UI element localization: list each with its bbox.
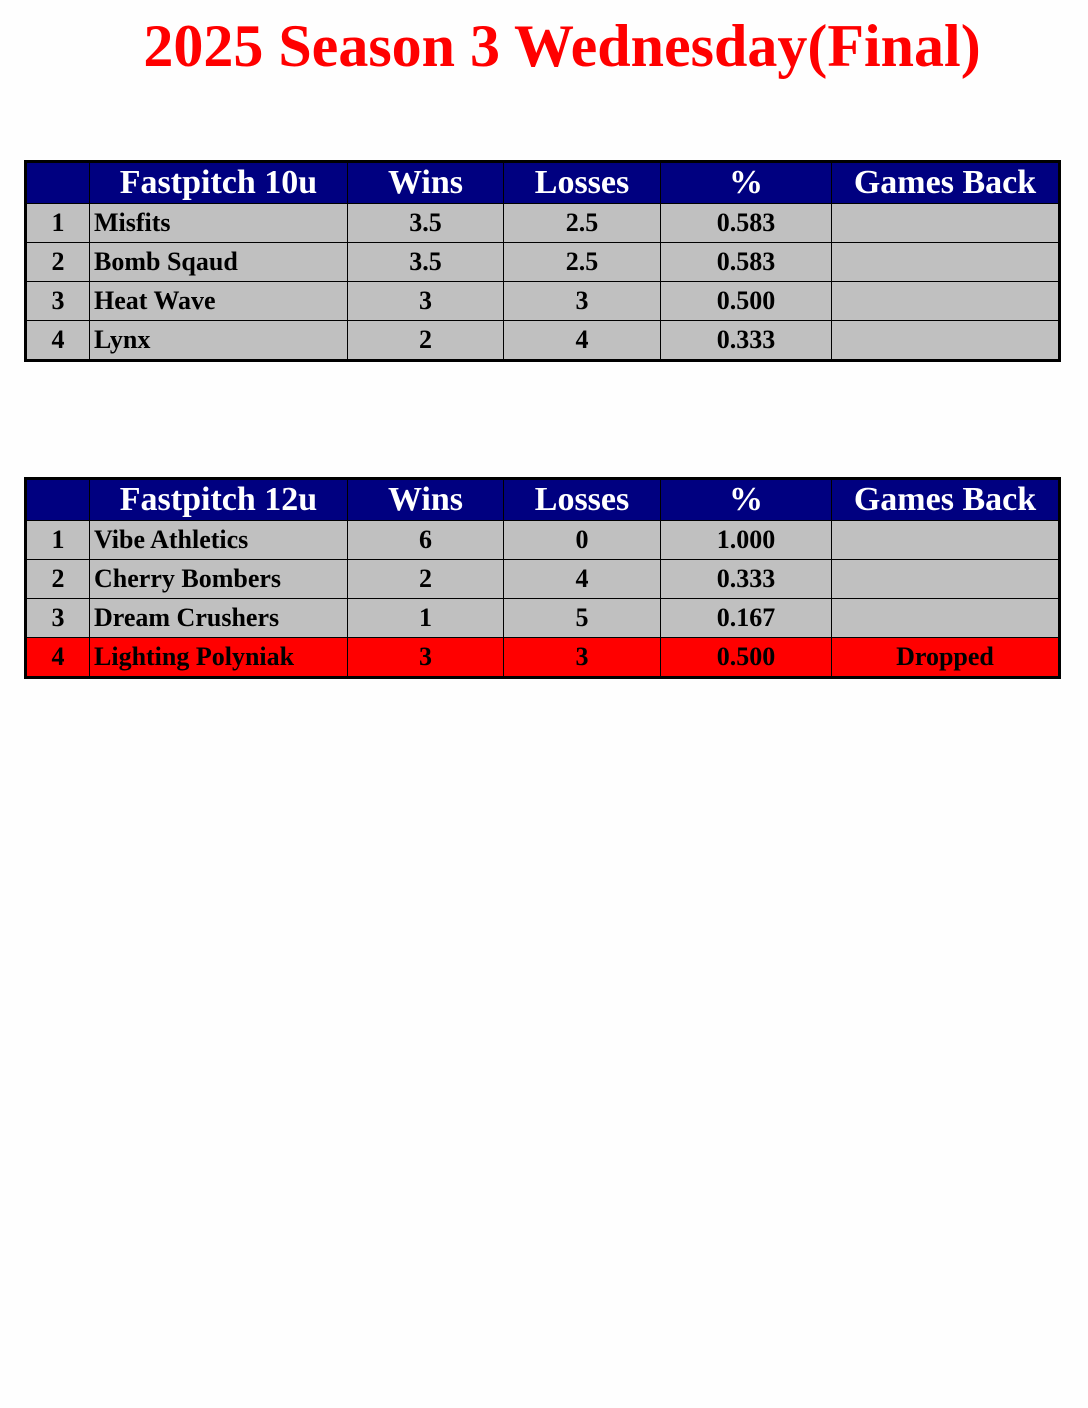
table-row <box>26 243 1060 282</box>
table-row <box>26 321 1060 361</box>
rank-cell: 3 <box>26 282 90 321</box>
table-row <box>26 599 1060 638</box>
wins-cell: 6 <box>348 521 504 560</box>
losses-header: Losses <box>504 162 661 204</box>
losses-cell: 5 <box>504 599 661 638</box>
pct-header: % <box>661 162 832 204</box>
team-cell: Lighting Polyniak <box>90 638 348 678</box>
standings-table-12u <box>24 477 1061 679</box>
team-cell: Heat Wave <box>90 282 348 321</box>
pct-cell: 0.583 <box>661 204 832 243</box>
wins-header: Wins <box>348 479 504 521</box>
table-row <box>26 560 1060 599</box>
table-row <box>26 204 1060 243</box>
pct-cell: 0.333 <box>661 560 832 599</box>
team-cell: Cherry Bombers <box>90 560 348 599</box>
wins-cell: 3.5 <box>348 243 504 282</box>
pct-cell: 0.333 <box>661 321 832 361</box>
rank-cell: 3 <box>26 599 90 638</box>
games-back-cell <box>832 243 1060 282</box>
table-row-dropped <box>26 638 1060 678</box>
wins-cell: 1 <box>348 599 504 638</box>
games-back-cell <box>832 282 1060 321</box>
pct-cell: 0.500 <box>661 638 832 678</box>
rank-header <box>26 162 90 204</box>
wins-cell: 2 <box>348 321 504 361</box>
team-cell: Misfits <box>90 204 348 243</box>
pct-cell: 1.000 <box>661 521 832 560</box>
rank-cell: 1 <box>26 521 90 560</box>
games-back-cell <box>832 599 1060 638</box>
losses-cell: 3 <box>504 638 661 678</box>
wins-cell: 2 <box>348 560 504 599</box>
losses-cell: 2.5 <box>504 204 661 243</box>
games-back-header: Games Back <box>832 479 1060 521</box>
rank-cell: 2 <box>26 560 90 599</box>
rank-cell: 4 <box>26 321 90 361</box>
table-row <box>26 521 1060 560</box>
losses-header: Losses <box>504 479 661 521</box>
page-title: 2025 Season 3 Wednesday(Final) <box>143 13 981 79</box>
pct-cell: 0.583 <box>661 243 832 282</box>
table-row <box>26 282 1060 321</box>
table-header-row <box>26 162 1060 204</box>
pct-cell: 0.167 <box>661 599 832 638</box>
games-back-header: Games Back <box>832 162 1060 204</box>
losses-cell: 3 <box>504 282 661 321</box>
table-header-row <box>26 479 1060 521</box>
games-back-cell <box>832 521 1060 560</box>
team-cell: Lynx <box>90 321 348 361</box>
games-back-cell <box>832 321 1060 361</box>
pct-cell: 0.500 <box>661 282 832 321</box>
games-back-cell: Dropped <box>832 638 1060 678</box>
losses-cell: 2.5 <box>504 243 661 282</box>
team-cell: Vibe Athletics <box>90 521 348 560</box>
wins-cell: 3.5 <box>348 204 504 243</box>
wins-header: Wins <box>348 162 504 204</box>
wins-cell: 3 <box>348 638 504 678</box>
team-cell: Bomb Sqaud <box>90 243 348 282</box>
pct-header: % <box>661 479 832 521</box>
games-back-cell <box>832 204 1060 243</box>
losses-cell: 0 <box>504 521 661 560</box>
games-back-cell <box>832 560 1060 599</box>
team-cell: Dream Crushers <box>90 599 348 638</box>
rank-cell: 2 <box>26 243 90 282</box>
losses-cell: 4 <box>504 321 661 361</box>
rank-header <box>26 479 90 521</box>
rank-cell: 1 <box>26 204 90 243</box>
wins-cell: 3 <box>348 282 504 321</box>
division-header: Fastpitch 10u <box>90 162 348 204</box>
rank-cell: 4 <box>26 638 90 678</box>
standings-table-10u <box>24 160 1061 362</box>
division-header: Fastpitch 12u <box>90 479 348 521</box>
losses-cell: 4 <box>504 560 661 599</box>
